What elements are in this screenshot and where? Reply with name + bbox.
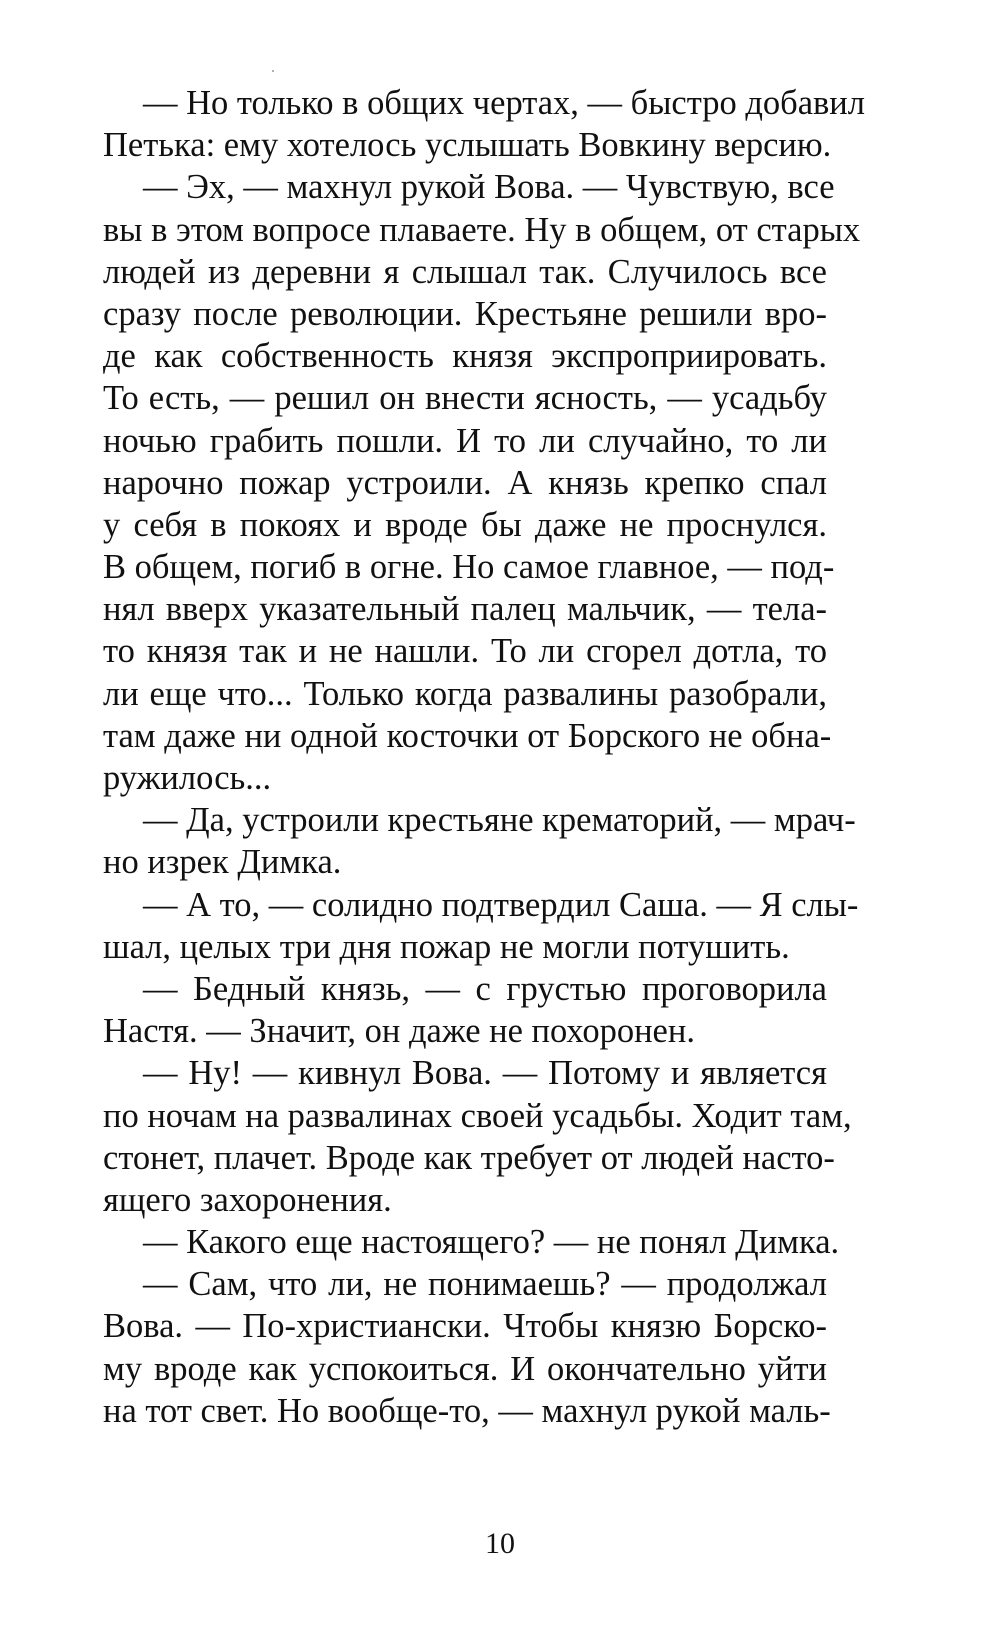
text-line: нял вверх указательный палец мальчик, — тела- bbox=[103, 590, 827, 629]
body-text bbox=[103, 82, 865, 1432]
text-line: на тот свет. Но вообще-то, — махнул рукой маль- bbox=[103, 1391, 831, 1430]
text-line: — Да, устроили крестьяне крематорий, — мрач- bbox=[143, 801, 856, 840]
text-line: ли еще что... Только когда развалины разобрали, bbox=[103, 674, 827, 713]
text-line: — Бедный князь, — с грустью проговорила bbox=[143, 969, 827, 1008]
text-line: То есть, — решил он внести ясность, — усадьбу bbox=[103, 379, 827, 418]
text-line: — Ну! — кивнул Вова. — Потому и является bbox=[143, 1054, 827, 1093]
text-line: — Какого еще настоящего? — не понял Димка. bbox=[143, 1223, 840, 1262]
text-line: по ночам на развалинах своей усадьбы. Ходит там, bbox=[103, 1096, 852, 1135]
text-line: му вроде как успокоиться. И окончательно уйти bbox=[103, 1349, 827, 1388]
text-line: у себя в покоях и вроде бы даже не проснулся. bbox=[103, 505, 827, 544]
text-line: — Но только в общих чертах, — быстро добавил bbox=[143, 84, 865, 122]
text-line: ящего захоронения. bbox=[103, 1180, 392, 1219]
text-line: но изрек Димка. bbox=[103, 843, 342, 882]
text-line: сразу после революции. Крестьяне решили вро- bbox=[103, 294, 827, 333]
text-line: стонет, плачет. Вроде как требует от людей насто- bbox=[103, 1138, 835, 1177]
text-line: нарочно пожар устроили. А князь крепко спал bbox=[103, 463, 827, 502]
text-line: де как собственность князя экспроприировать. bbox=[103, 337, 827, 376]
text-line: ружилось... bbox=[103, 759, 272, 797]
text-line: — А то, — солидно подтвердил Саша. — Я слы- bbox=[143, 885, 859, 924]
text-line: там даже ни одной косточки от Борского не обна- bbox=[103, 716, 832, 755]
text-line: людей из деревни я слышал так. Случилось все bbox=[103, 252, 827, 291]
text-line: Настя. — Значит, он даже не похоронен. bbox=[103, 1012, 695, 1051]
text-line: Петька: ему хотелось услышать Вовкину версию. bbox=[103, 126, 832, 165]
text-line: В общем, погиб в огне. Но самое главное, — под- bbox=[103, 548, 835, 587]
text-line: то князя так и не нашли. То ли сгорел дотла, то bbox=[103, 632, 827, 671]
text-line: — Сам, что ли, не понимаешь? — продолжал bbox=[143, 1265, 827, 1304]
text-line: вы в этом вопросе плаваете. Ну в общем, от старых bbox=[103, 210, 861, 249]
text-line: ночью грабить пошли. И то ли случайно, то ли bbox=[103, 421, 827, 460]
text-line: — Эх, — махнул рукой Вова. — Чувствую, все bbox=[143, 168, 835, 207]
page-number: 10 bbox=[485, 1527, 515, 1560]
print-speck bbox=[272, 70, 274, 72]
text-line: шал, целых три дня пожар не могли потушить. bbox=[103, 927, 790, 966]
text-line: Вова. — По-христиански. Чтобы князю Борско- bbox=[103, 1307, 827, 1346]
